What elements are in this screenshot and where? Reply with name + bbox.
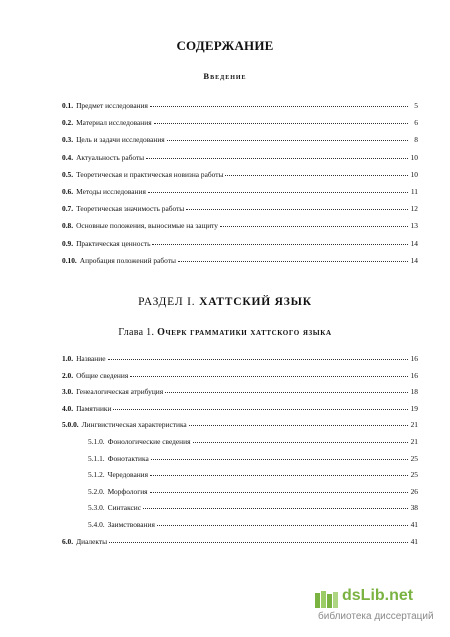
toc-entry [62, 101, 418, 113]
toc-entry [62, 135, 418, 147]
toc-entry-title: Материал исследования [76, 118, 152, 128]
toc-entry-title: Основные положения, выносимые на защиту [76, 221, 218, 231]
dot-leader [113, 408, 408, 410]
watermark-tagline: библиотека диссертаций [318, 611, 434, 622]
toc-entry-page: 11 [410, 187, 418, 196]
toc-entry-number: 5.0.0. [62, 420, 79, 430]
toc-entry [62, 454, 418, 466]
toc-entry-title: Практическая ценность [76, 238, 151, 248]
toc-entry [62, 239, 418, 251]
toc-entry-page: 25 [410, 470, 418, 480]
books-logo-icon [314, 589, 340, 609]
toc-entry [62, 487, 418, 499]
toc-entry-page: 6 [414, 118, 418, 128]
toc-entry-title: Морфология [107, 486, 148, 496]
toc-entry-title: Генеалогическая атрибуция [76, 387, 164, 397]
dot-leader [178, 260, 408, 262]
toc-entry-title: Лингвистическая характеристика [81, 420, 187, 430]
toc-entry-page: 41 [410, 520, 418, 529]
dot-leader [167, 139, 408, 141]
toc-entry [62, 118, 418, 130]
toc-entry [62, 170, 418, 182]
toc-entry-number: 0.6. [62, 187, 74, 196]
dot-leader [151, 458, 408, 460]
toc-entry-page: 8 [414, 135, 418, 145]
toc-entry [62, 354, 418, 366]
toc-entry [62, 437, 418, 449]
toc-entry [62, 520, 418, 532]
toc-entry [62, 470, 418, 482]
toc-entry-title: Фонотактика [107, 453, 149, 463]
chapter-title [0, 327, 450, 338]
toc-entry-number: 0.1. [62, 101, 74, 110]
dot-leader [150, 105, 408, 107]
toc-entry-page: 41 [410, 536, 418, 546]
dot-leader [150, 474, 408, 476]
toc-entry-page: 14 [410, 255, 418, 265]
toc-entry-number: 0.7. [62, 204, 74, 214]
watermark-brand: dsLib.net [342, 587, 414, 604]
toc-entry-page: 16 [410, 354, 418, 363]
toc-entry-page: 25 [410, 453, 418, 463]
toc-entry-page: 21 [410, 420, 418, 430]
dot-leader [152, 243, 408, 245]
toc-entry-number: 5.4.0. [88, 520, 105, 529]
toc-entry-page: 26 [410, 486, 418, 496]
toc-entry-page: 10 [410, 152, 418, 162]
toc-entry-title: Цель и задачи исследования [76, 135, 165, 145]
toc-entry-page: 10 [410, 169, 418, 179]
page-title: СОДЕРЖАНИЕ [176, 38, 274, 53]
toc-entry-number: 6.0. [62, 536, 74, 546]
section-prefix: РАЗДЕЛ I. [138, 296, 196, 308]
dot-leader [193, 441, 409, 443]
dot-leader [146, 157, 408, 159]
chapter-prefix: Глава 1. [118, 327, 155, 338]
toc-entry-page: 21 [410, 437, 418, 446]
toc-entry-page: 19 [410, 403, 418, 413]
toc-entry-page: 18 [410, 387, 418, 397]
toc-entry-page: 13 [410, 221, 418, 231]
toc-entry-number: 0.4. [62, 152, 74, 162]
dot-leader [220, 225, 408, 227]
toc-entry-number: 4.0. [62, 403, 74, 413]
toc-entry-page: 38 [410, 503, 418, 513]
toc-entry [62, 153, 418, 165]
toc-entry-number: 2.0. [62, 370, 74, 380]
toc-entry-page: 5 [414, 101, 418, 110]
toc-entry-title: Методы исследования [76, 187, 146, 196]
toc-entry-page: 12 [410, 204, 418, 214]
toc-entry-title: Теоретическая значимость работы [76, 204, 185, 214]
toc-entry-number: 5.2.0. [88, 486, 105, 496]
toc-entry-title: Общие сведения [76, 370, 129, 380]
dot-leader [148, 191, 408, 193]
toc-entry-number: 5.1.1. [88, 453, 105, 463]
watermark [314, 587, 434, 627]
toc-entry-number: 0.2. [62, 118, 74, 128]
dot-leader [225, 174, 408, 176]
toc-entry-title: Название [76, 354, 106, 363]
toc-entry-title: Диалекты [76, 536, 108, 546]
section-title [0, 296, 450, 308]
toc-entry-number: 3.0. [62, 387, 74, 397]
toc-entry-number: 0.10. [62, 255, 77, 265]
dot-leader [150, 491, 408, 493]
toc-entry-number: 5.3.0. [88, 503, 105, 513]
dot-leader [154, 122, 408, 124]
toc-entry-page: 14 [410, 238, 418, 248]
toc-entry-number: 5.1.2. [88, 470, 105, 480]
chapter-name: Очерк грамматики хаттского языка [157, 327, 332, 338]
dot-leader [130, 375, 408, 377]
toc-entry-number: 5.1.0. [88, 437, 105, 446]
toc-entry-title: Синтаксис [107, 503, 142, 513]
toc-entry-title: Теоретическая и практическая новизна работы [76, 169, 224, 179]
toc-entry [62, 371, 418, 383]
toc-entry-title: Предмет исследования [76, 101, 148, 110]
intro-title: Введение [203, 71, 247, 81]
toc-entry-title: Чередования [107, 470, 149, 480]
dot-leader [165, 391, 408, 393]
toc-entry [62, 256, 418, 268]
dot-leader [189, 424, 408, 426]
toc-entry [62, 387, 418, 399]
dot-leader [157, 524, 408, 526]
toc-entry-number: 0.5. [62, 169, 74, 179]
toc-entry-number: 0.3. [62, 135, 74, 145]
dot-leader [108, 358, 409, 360]
toc-entry [62, 221, 418, 233]
toc-entry-title: Актуальность работы [76, 152, 145, 162]
toc-entry [62, 187, 418, 199]
toc-entry-title: Апробация положений работы [79, 255, 176, 265]
toc-entry [62, 420, 418, 432]
toc-entry-page: 16 [410, 370, 418, 380]
dot-leader [109, 541, 408, 543]
dot-leader [186, 208, 408, 210]
toc-entry-number: 0.8. [62, 221, 74, 231]
toc-entry [62, 404, 418, 416]
toc-entry-number: 0.9. [62, 238, 74, 248]
toc-entry-title: Памятники [76, 403, 112, 413]
toc-entry-title: Фонологические сведения [107, 437, 191, 446]
toc-entry [62, 537, 418, 549]
dot-leader [143, 507, 408, 509]
toc-entry [62, 204, 418, 216]
toc-entry-number: 1.0. [62, 354, 74, 363]
section-name: ХАТТСКИЙ ЯЗЫК [199, 296, 312, 308]
toc-entry [62, 503, 418, 515]
toc-entry-title: Заимствования [107, 520, 155, 529]
